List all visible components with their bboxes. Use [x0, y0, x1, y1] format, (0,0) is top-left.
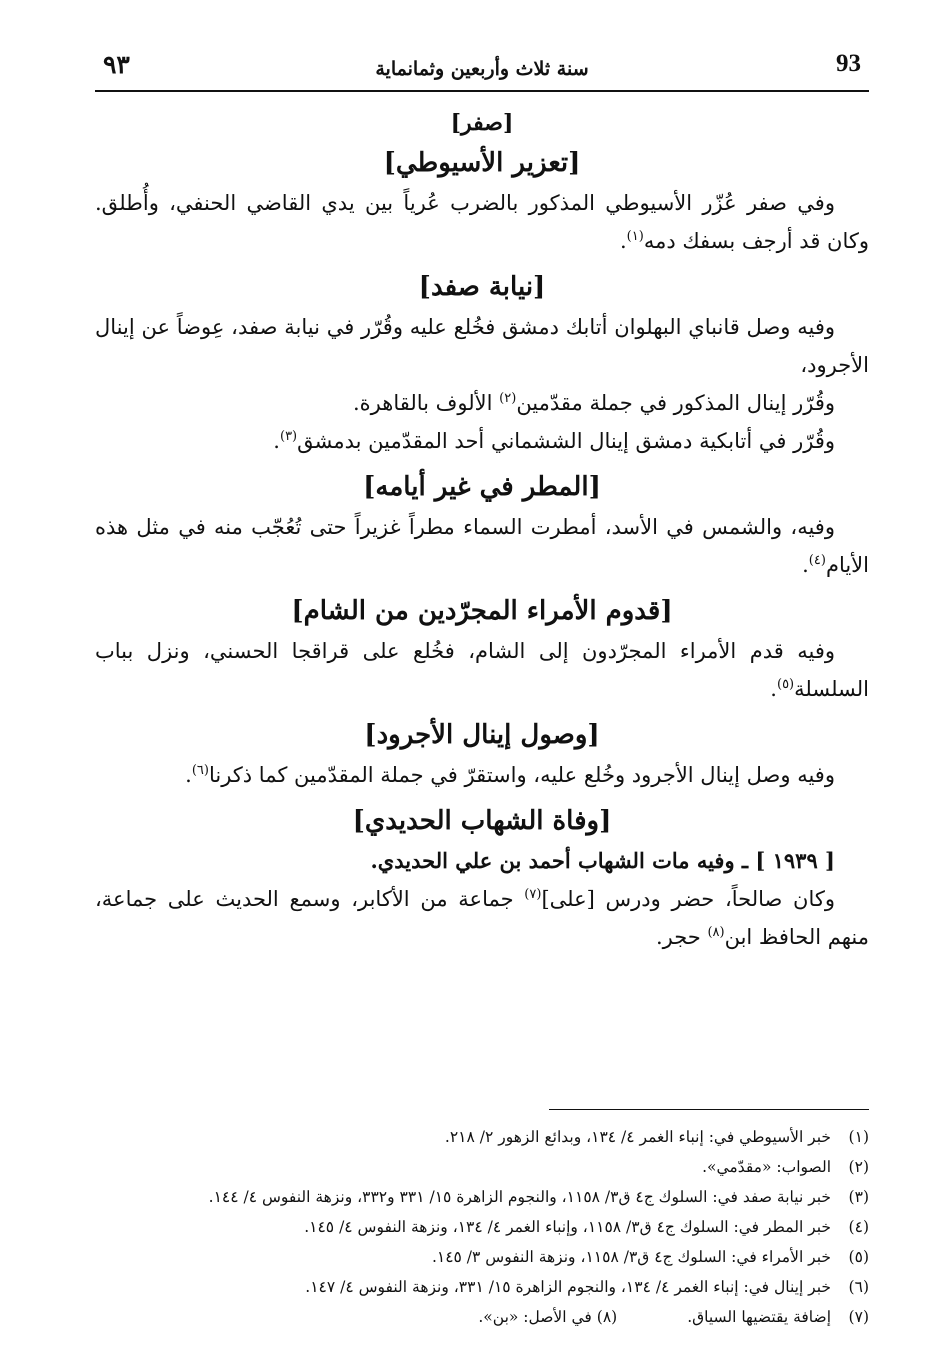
month-label: [صفر]: [450, 110, 514, 136]
footnote-ref: (٨): [707, 925, 725, 940]
paragraph: وفيه قدم الأمراء المجرّدون إلى الشام، فخُلع على قراقجا الحسني، ونزل بباب السلسلة$^{(٥)}$.: [95, 639, 869, 701]
footnote-ref: (٢): [499, 391, 517, 406]
footnote: (٧) إضافة يقتضيها السياق. (٨) في الأصل: «بن».: [95, 1302, 869, 1332]
footnote-rule: [549, 1109, 869, 1110]
section-heading: [وفاة الشهاب الحديدي]: [352, 806, 612, 836]
footnote: (٥) خبر الأمراء في: السلوك ج٤ ق٣/ ١١٥٨، ونزهة النفوس ٣/ ١٤٥.: [431, 1248, 869, 1266]
entry-paragraph: [ ١٩٣٩ ] ـ وفيه مات الشهاب أحمد بن علي الحديدي.: [370, 848, 835, 873]
footnote-ref: (٤): [808, 553, 826, 568]
section-heading: [تعزير الأسيوطي]: [383, 148, 581, 178]
page-number-latin: 93: [836, 50, 861, 77]
paragraph: وفيه، والشمس في الأسد، أمطرت السماء مطراً غزيراً حتى تُعُجّب منه في مثل هذه الأيام$^{(٤)}$.: [95, 515, 869, 577]
footnote-ref: (١): [626, 229, 644, 244]
page-number-arabic: ٩٣: [103, 50, 130, 79]
footnote: (٢) الصواب: «مقدّمي».: [702, 1158, 869, 1176]
main-text: [95, 102, 869, 956]
footnotes: [95, 1122, 869, 1332]
section-heading: [نيابة صفد]: [418, 272, 546, 302]
paragraph: وفيه وصل قانباي البهلوان أتابك دمشق فخُلع عليه وقُرّر في نيابة صفد، عِوضاً عن إينال الأجرود،: [95, 315, 869, 377]
footnote-8: (٨) في الأصل: «بن».: [478, 1308, 618, 1326]
footnote: (٦) خبر إينال في: إنباء الغمر ٤/ ١٣٤، والنجوم الزاهرة ١٥/ ٣٣١، ونزهة النفوس ٤/ ١٤٧.: [305, 1278, 869, 1296]
footnote-ref: (٥): [776, 677, 795, 692]
paragraph: وفي صفر عُزّر الأسيوطي المذكور بالضرب عُرياً بين يدي القاضي الحنفي، وأُطلق. وكان قد أرجف بسفك دمه$^{(١)}$.: [95, 191, 869, 253]
footnote: (١) خبر الأسيوطي في: إنباء الغمر ٤/ ١٣٤، وبدائع الزهور ٢/ ٢١٨.: [444, 1128, 869, 1146]
paragraph: وقُرّر إينال المذكور في جملة مقدّمين$^{(٢)}$ الألوف بالقاهرة.: [352, 391, 835, 415]
footnote-ref: (٣): [279, 429, 298, 444]
footnote: (٤) خبر المطر في: السلوك ج٤ ق٣/ ١١٥٨، وإنباء الغمر ٤/ ١٣٤، ونزهة النفوس ٤/ ١٤٥.: [304, 1218, 869, 1236]
book-page: [95, 40, 869, 1340]
section-heading: [وصول إينال الأجرود]: [364, 720, 600, 750]
running-title: سنة ثلاث وأربعين وثمانماية: [375, 58, 589, 80]
paragraph: وقُرّر في أتابكية دمشق إينال الششماني أحد المقدّمين بدمشق$^{(٣)}$.: [273, 429, 835, 453]
footnote-ref: (٧): [524, 887, 542, 902]
paragraph: وفيه وصل إينال الأجرود وخُلع عليه، واستقرّ في جملة المقدّمين كما ذكرنا$^{(٦)}$.: [185, 763, 835, 787]
header-rule: [95, 90, 869, 92]
footnote: (٣) خبر نيابة صفد في: السلوك ج٤ ق٣/ ١١٥٨، والنجوم الزاهرة ١٥/ ٣٣١ و٣٣٢، ونزهة النفوس ٤/ ١٤٤.: [208, 1188, 869, 1206]
footnote-ref: (٦): [191, 763, 209, 778]
section-heading: [المطر في غير أيامه]: [363, 472, 601, 502]
paragraph: وكان صالحاً، حضر ودرس [على]$^{(٧)}$ جماعة من الأكابر، وسمع الحديث على جماعة، منهم الحافظ ابن$^{(٨)}$ حجر.: [95, 887, 869, 949]
section-heading: [قدوم الأمراء المجرّدين من الشام]: [291, 596, 673, 626]
page-header: [95, 50, 869, 90]
